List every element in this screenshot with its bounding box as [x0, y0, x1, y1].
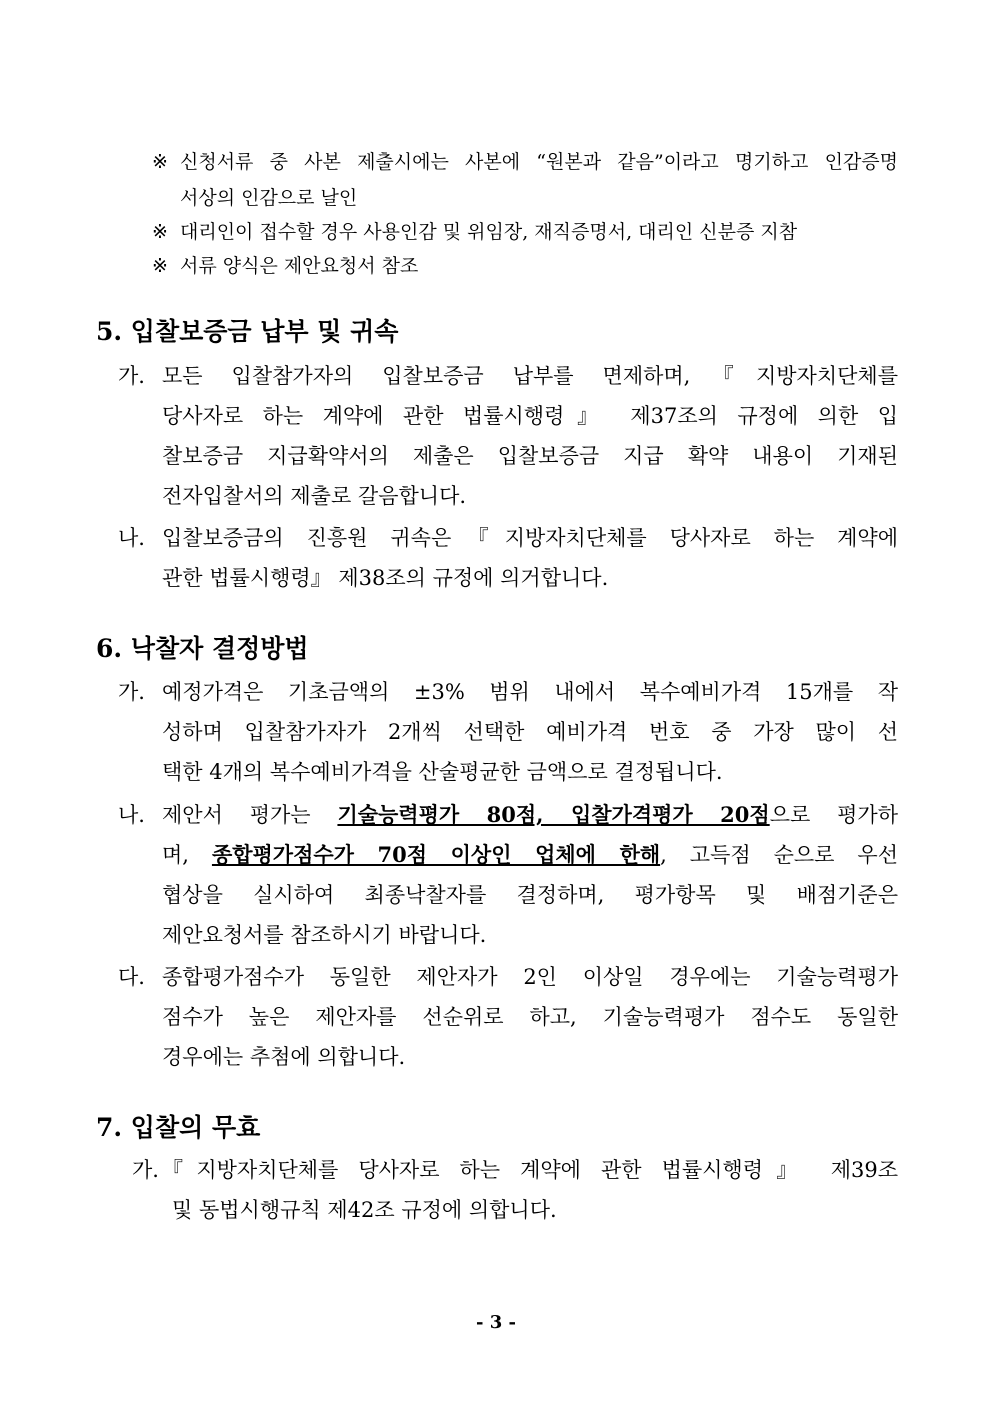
page-number: - 3 -: [476, 1312, 516, 1333]
reference-mark: ※: [152, 255, 168, 277]
item-label: 나.: [118, 526, 145, 550]
note-text: 대리인이 접수할 경우 사용인감 및 위임장, 재직증명서, 대리인 신분증 지참: [180, 221, 798, 243]
section-7-item-ga: [132, 1150, 898, 1230]
item-text: 입찰보증금의 진흥원 귀속은『지방자치단체를 당사자로 하는 계약에 관한 법률시행령』 제38조의 규정에 의거합니다.: [162, 526, 898, 590]
item-label: 가.: [118, 680, 145, 704]
item-label: 가.: [132, 1158, 159, 1182]
section-6-item-da: [118, 957, 898, 1077]
item-label: 다.: [118, 965, 145, 989]
item-text: 예정가격은 기초금액의 ±3% 범위 내에서 복수예비가격 15개를 작 성하며 입찰참가자가 2개씩 선택한 예비가격 번호 중 가장 많이 선 택한 4개의 복수예비가격을 산술평균한 금액으로 결정됩니다.: [162, 680, 898, 784]
note-text: 서류 양식은 제안요청서 참조: [180, 255, 419, 277]
item-label: 가.: [118, 364, 145, 388]
reference-mark: ※: [152, 221, 168, 243]
section-5-item-ga: [118, 356, 898, 516]
section-5-item-na: [118, 518, 898, 598]
underlined-emphasis: 종합평가점수가 70점 이상인 업체에 한해: [211, 842, 661, 867]
item-label: 나.: [118, 803, 145, 827]
section-6-item-na: [118, 795, 898, 955]
item-text: 『지방자치단체를 당사자로 하는 계약에 관한 법률시행령』 제39조 및 동법시행규칙 제42조 규정에 의합니다.: [162, 1158, 898, 1222]
note-text: 신청서류 중 사본 제출시에는 사본에 “원본과 같음”이라고 명기하고 인감증명 서상의 인감으로 날인: [180, 151, 898, 209]
section-heading: 7. 입찰의 무효: [96, 1113, 261, 1142]
note-item: [152, 214, 898, 250]
section-heading: 5. 입찰보증금 납부 및 귀속: [96, 317, 399, 346]
note-item: [152, 144, 898, 216]
note-item: [152, 248, 898, 284]
item-text: 제안서 평가는 기술능력평가 80점, 입찰가격평가 20점으로 평가하 며, 종합평가점수가 70점 이상인 업체에 한해, 고득점 순으로 우선 협상을 실시하여 최종낙찰자를 결정하며, 평가항목 및 배점기준은 제안요청서를 참조하시기 바랍니다.: [162, 802, 898, 947]
item-text: 모든 입찰참가자의 입찰보증금 납부를 면제하며,『지방자치단체를 당사자로 하는 계약에 관한 법률시행령』 제37조의 규정에 의한 입 찰보증금 지급확약서의 제출은 입찰보증금 지급 확약 내용이 기재된 전자입찰서의 제출로 갈음합니다.: [162, 364, 898, 508]
section-heading: 6. 낙찰자 결정방법: [96, 634, 309, 663]
item-text: 종합평가점수가 동일한 제안자가 2인 이상일 경우에는 기술능력평가 점수가 높은 제안자를 선순위로 하고, 기술능력평가 점수도 동일한 경우에는 추첨에 의합니다.: [162, 965, 898, 1069]
underlined-emphasis: 기술능력평가 80점, 입찰가격평가 20점: [337, 802, 770, 827]
section-6-item-ga: [118, 672, 898, 792]
reference-mark: ※: [152, 151, 168, 173]
